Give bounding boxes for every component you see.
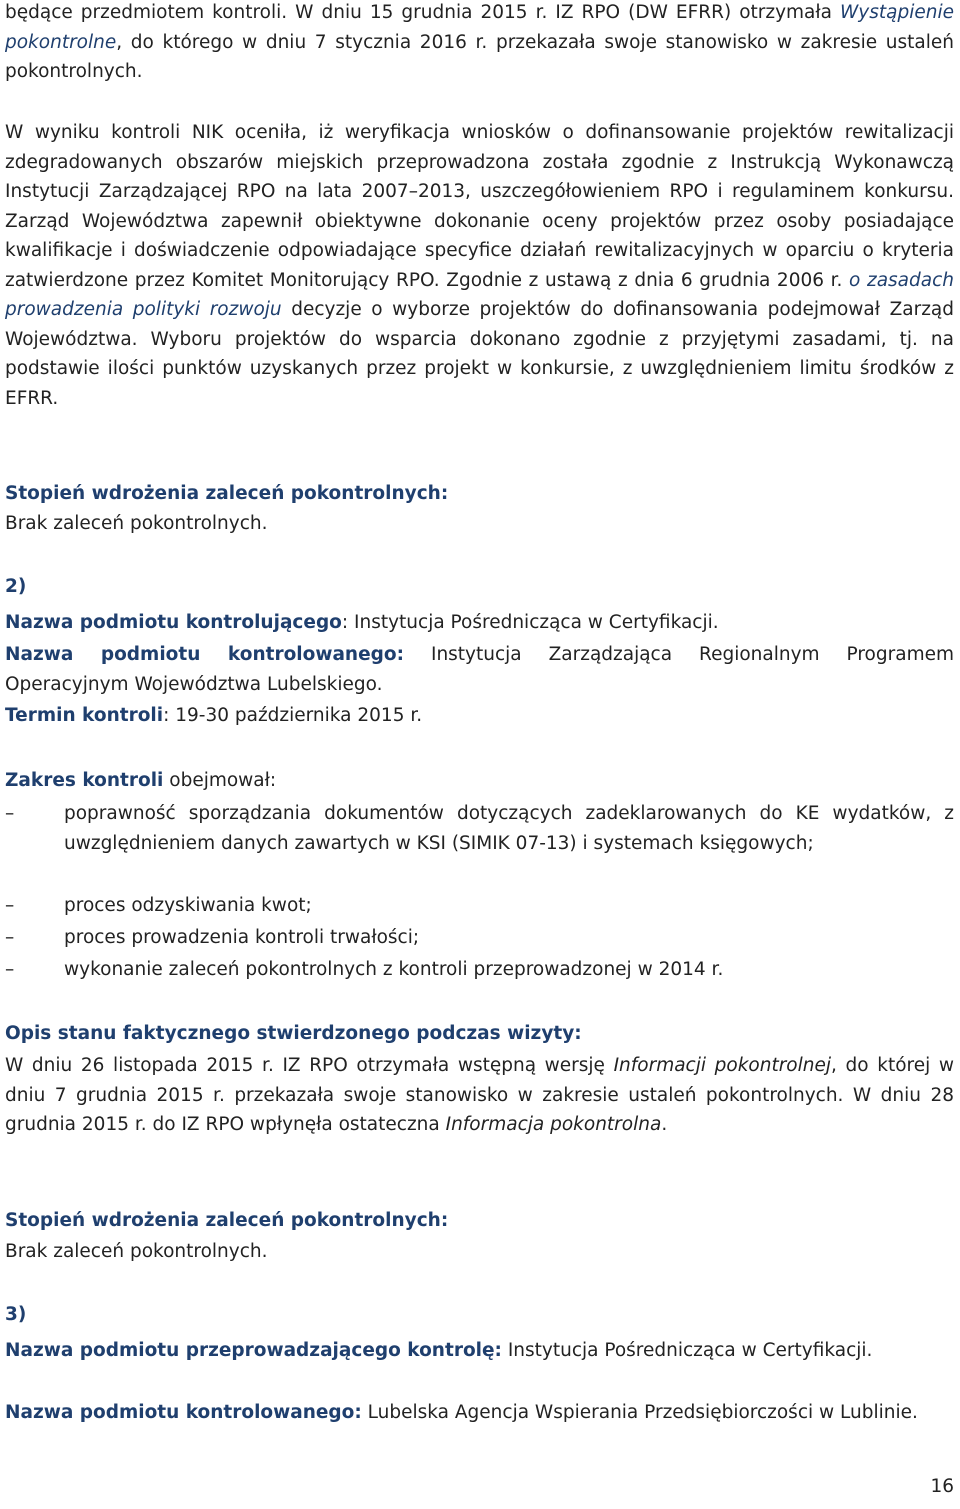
dash-bullet: – (5, 895, 15, 916)
controller-label: Nazwa podmiotu kontrolującego (5, 612, 342, 633)
scope-rest: obejmował: (163, 770, 277, 791)
recommendations-text-1: Brak zaleceń pokontrolnych. (5, 513, 268, 534)
section-number-3 (5, 1300, 954, 1330)
term-value: : 19-30 października 2015 r. (163, 705, 423, 726)
controlled-line-3 (5, 1398, 954, 1428)
recommendations-text-2: Brak zaleceń pokontrolnych. (5, 1241, 268, 1262)
facts-text-mid: , do której w dniu 7 grudnia 2015 r. przekazała swoje stanowisko w zakresie ustaleń pokontrolnych. W dniu 28 grudnia 2015 r. do IZ RPO wpłynęła ostateczna (5, 1055, 954, 1135)
list-item (5, 955, 954, 985)
dash-bullet: – (5, 803, 15, 824)
facts-emphasis: Informacji pokontrolnej (613, 1055, 832, 1076)
result-text-end: decyzje o wyborze projektów do dofinansowania podejmował Zarząd Województwa. Wyboru projektów do wsparcia dokonano zgodnie z przyjętymi zasadami, tj. na podstawie ilości punktów uzyskanych przez projekt w konkursie, z uwzględnieniem limitu środków z EFRR. (5, 299, 954, 409)
facts-text-end: . (661, 1114, 668, 1135)
recommendations-heading-text: Stopień wdrożenia zaleceń pokontrolnych: (5, 1210, 449, 1231)
list-item-text: wykonanie zaleceń pokontrolnych z kontroli przeprowadzonej w 2014 r. (64, 959, 724, 980)
controlled-line-2 (5, 640, 954, 699)
controller-line-3 (5, 1336, 954, 1366)
facts-emphasis: Informacja pokontrolna (445, 1114, 662, 1135)
recommendations-heading-2 (5, 1206, 954, 1236)
scope-line (5, 766, 954, 796)
recommendations-heading-1 (5, 479, 954, 509)
section-number-2 (5, 572, 954, 602)
intro-emphasis: Wystąpienie pokontrolne (5, 2, 954, 53)
controller-value: Instytucja Pośrednicząca w Certyfikacji. (501, 1340, 873, 1361)
controller-value: : Instytucja Pośrednicząca w Certyfikacji. (341, 612, 719, 633)
list-item-text: proces odzyskiwania kwot; (64, 895, 312, 916)
result-text: W wyniku kontroli NIK oceniła, iż weryfikacja wniosków o dofinansowanie projektów rewitalizacji zdegradowanych obszarów miejskich przeprowadzona została zgodnie z Instrukcją Wykonawczą Instytucji Zarządzającej RPO na lata 2007–2013, uszczegółowieniem RPO i regulaminem konkursu. Zarząd Województwa zapewnił obiektywne dokonanie oceny projektów przez osoby posiadające kwalifikacje i doświadczenie odpowiadające specyfice działań rewitalizacyjnych w oparciu o kryteria zatwierdzone przez Komitet Monitorujący RPO. Zgodnie z ustawą z dnia 6 grudnia 2006 r. (5, 122, 954, 291)
controlled-label: Nazwa podmiotu kontrolowanego: (5, 644, 404, 665)
section-number-text: 2) (5, 576, 27, 597)
intro-paragraph (5, 0, 954, 87)
list-item-text: poprawność sporządzania dokumentów dotyczących zadeklarowanych do KE wydatków, z uwzględnieniem danych zawartych w KSI (SIMIK 07-13) i systemach księgowych; (64, 803, 954, 854)
facts-heading-text: Opis stanu faktycznego stwierdzonego podczas wizyty: (5, 1023, 582, 1044)
dash-bullet: – (5, 959, 15, 980)
facts-heading (5, 1019, 954, 1049)
recommendations-heading-text: Stopień wdrożenia zaleceń pokontrolnych: (5, 483, 449, 504)
facts-paragraph (5, 1051, 954, 1140)
section-number-text: 3) (5, 1304, 27, 1325)
scope-label: Zakres kontroli (5, 770, 164, 791)
list-item (5, 923, 954, 953)
facts-text: W dniu 26 listopada 2015 r. IZ RPO otrzymała wstępną wersję (5, 1055, 614, 1076)
page-number: 16 (930, 1476, 954, 1497)
intro-text: będące przedmiotem kontroli. W dniu 15 grudnia 2015 r. IZ RPO (DW EFRR) otrzymała (5, 2, 841, 23)
list-item (5, 799, 954, 858)
term-line (5, 701, 954, 731)
controller-line-2 (5, 608, 954, 638)
controlled-value: Instytucja Zarządzająca Regionalnym Programem Operacyjnym Województwa Lubelskiego. (5, 644, 954, 695)
controlled-value: Lubelska Agencja Wspierania Przedsiębiorczości w Lublinie. (361, 1402, 918, 1423)
controlled-label: Nazwa podmiotu kontrolowanego: (5, 1402, 362, 1423)
controller-label: Nazwa podmiotu przeprowadzającego kontrolę: (5, 1340, 502, 1361)
result-emphasis: o zasadach prowadzenia polityki rozwoju (5, 269, 954, 320)
result-paragraph (5, 118, 954, 413)
dash-bullet: – (5, 927, 15, 948)
intro-text-end: , do którego w dniu 7 stycznia 2016 r. przekazała swoje stanowisko w zakresie ustaleń pokontrolnych. (5, 31, 954, 82)
term-label: Termin kontroli (5, 705, 164, 726)
list-item-text: proces prowadzenia kontroli trwałości; (64, 927, 420, 948)
list-item (5, 891, 954, 921)
